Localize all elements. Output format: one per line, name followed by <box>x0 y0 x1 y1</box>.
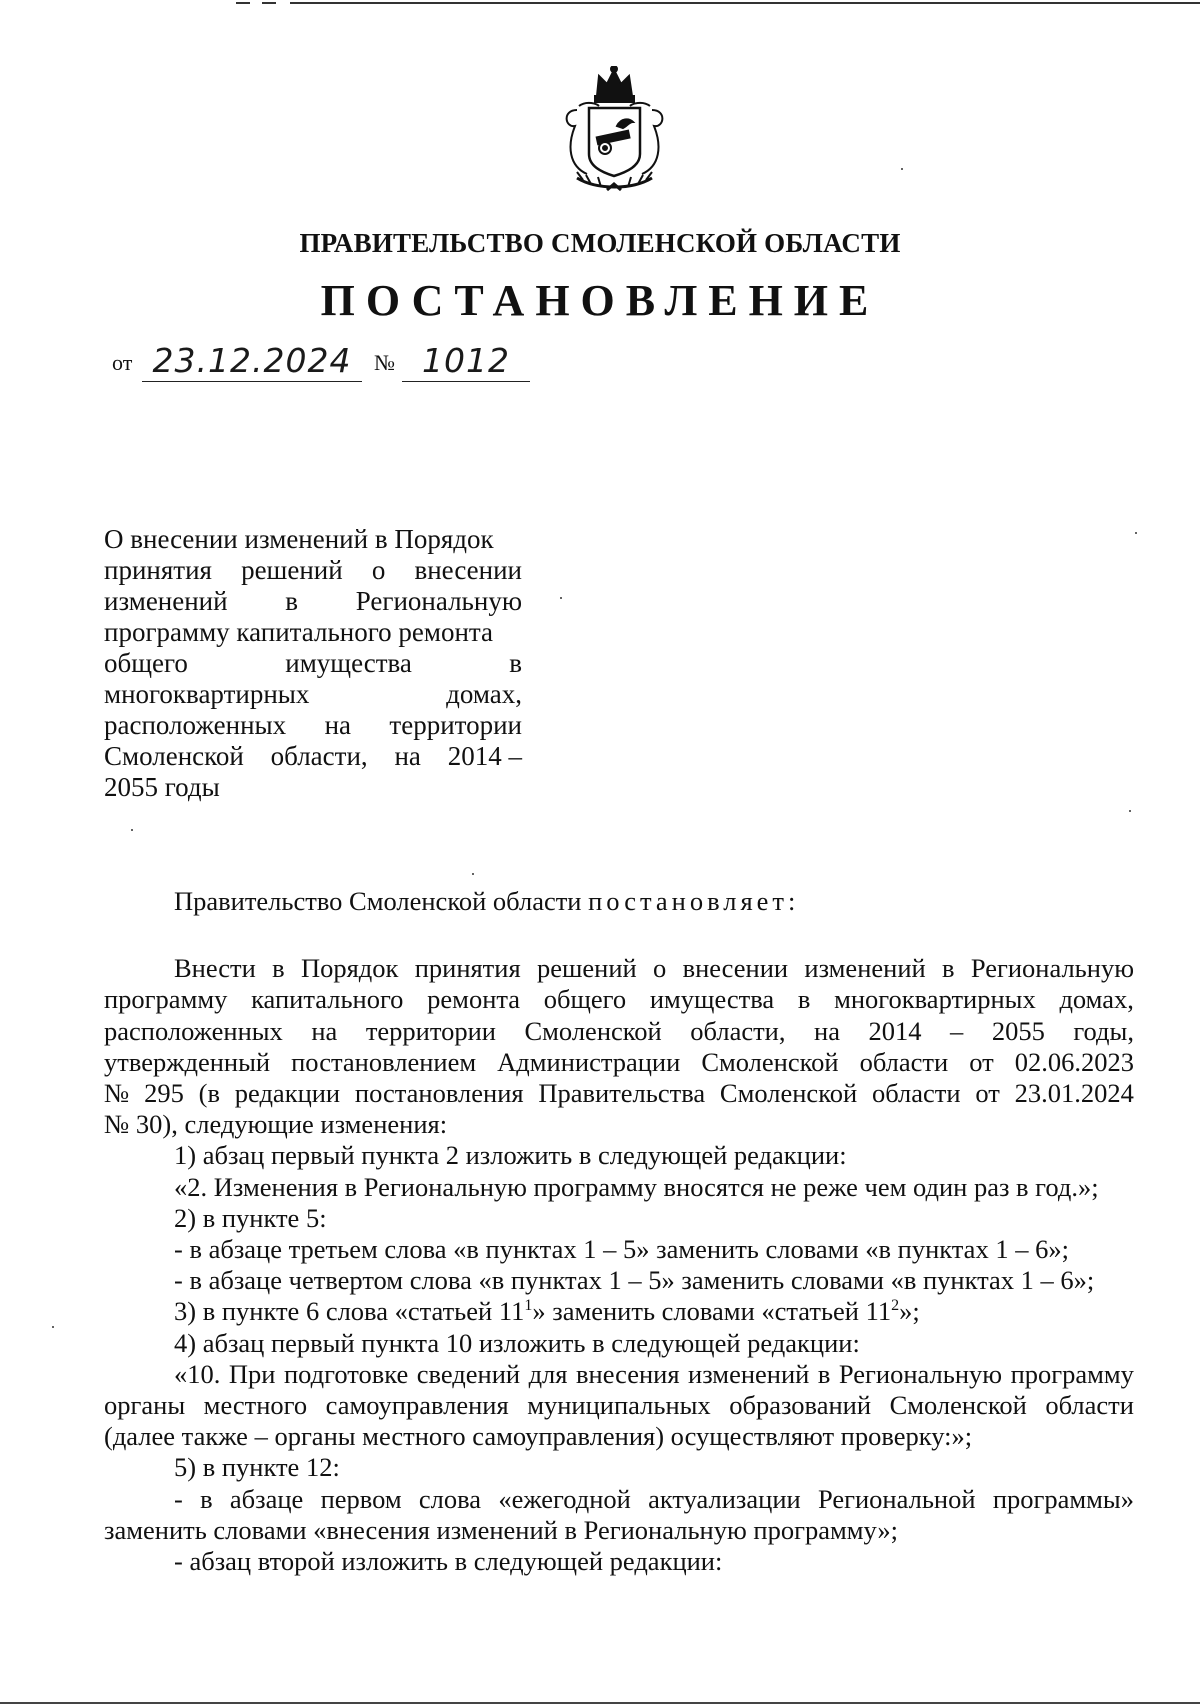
title-line <box>104 710 522 741</box>
word: области <box>859 1046 949 1077</box>
intro-paragraph <box>104 953 1134 1140</box>
title-line <box>104 648 522 679</box>
word: изменений <box>688 1358 810 1389</box>
word: в <box>272 953 285 984</box>
item-1: 1) абзац первый пункта 2 изложить в следующей редакции: <box>174 1140 847 1171</box>
word: При <box>228 1358 276 1389</box>
title-word: 2014 – <box>447 741 522 771</box>
word: Смоленской <box>524 1015 662 1046</box>
title-word: 2055 годы <box>104 772 220 802</box>
scan-speck <box>1135 532 1137 534</box>
date-handwritten: 23.12.2024 <box>142 341 362 382</box>
title-word: принятия <box>104 555 212 585</box>
word: имущества <box>649 984 775 1015</box>
title-word: домах, <box>446 679 522 709</box>
word: 02.06.2023 <box>1014 1046 1134 1077</box>
item-2: 2) в пункте 5: <box>174 1202 327 1233</box>
word: (в <box>198 1078 220 1109</box>
title-word: имущества <box>285 648 412 678</box>
word: в <box>817 1358 831 1389</box>
word: - <box>174 1483 183 1514</box>
word: принятия <box>414 953 521 984</box>
item-3: 3) в пункте 6 слова «статьей $11^1$» заменить словами «статьей $11^2$»; <box>174 1296 920 1327</box>
word: утвержденный <box>104 1046 271 1077</box>
word: Внести <box>174 953 256 984</box>
word: подготовке <box>283 1358 409 1389</box>
title-word: программу капитального ремонта <box>104 617 494 647</box>
title-word: на <box>394 741 421 771</box>
title-word: на <box>324 710 352 740</box>
item-2-b: - в абзаце четвертом слова «в пунктах 1 – 5» заменить словами «в пунктах 1 – 6»; <box>174 1265 1095 1296</box>
item-4: 4) абзац первый пункта 10 изложить в следующей редакции: <box>174 1327 860 1358</box>
word: абзаце <box>229 1483 304 1514</box>
word: внесении <box>682 953 789 984</box>
intro-line-6: № 30), следующие изменения: <box>104 1109 448 1140</box>
title-word: внесении <box>414 555 522 585</box>
word: программы» <box>992 1483 1134 1514</box>
organization-name: ПРАВИТЕЛЬСТВО СМОЛЕНСКОЙ ОБЛАСТИ <box>299 228 901 258</box>
item-4-line-1 <box>104 1359 1134 1390</box>
word: территории <box>365 1015 496 1046</box>
title-word: в <box>509 648 522 678</box>
word: внесения <box>576 1358 680 1389</box>
word: 2055 <box>991 1015 1045 1046</box>
word: постановления <box>354 1078 524 1109</box>
word: Правительства <box>538 1078 706 1109</box>
scan-edge-bottom <box>0 1699 1200 1707</box>
word: общего <box>543 984 627 1015</box>
word: 295 <box>144 1078 184 1109</box>
item-4-line-3: (далее также – органы местного самоуправления) осуществляют проверку:»; <box>104 1421 973 1452</box>
item-5-line-1 <box>104 1484 1134 1515</box>
scan-speck <box>52 1326 54 1328</box>
word: программу <box>104 984 228 1015</box>
word: домах, <box>1059 984 1134 1015</box>
word: Смоленской <box>719 1078 858 1109</box>
word: на <box>311 1015 338 1046</box>
scan-speck <box>560 597 562 599</box>
intro-line-5 <box>104 1078 1134 1109</box>
scan-speck <box>131 829 133 831</box>
preamble: Правительство Смоленской области постановляет: <box>174 886 800 916</box>
scan-edge-top <box>0 0 1200 6</box>
title-word: территории <box>389 710 522 740</box>
title-word: расположенных <box>104 710 287 740</box>
date-label: от <box>112 350 133 375</box>
word: «ежегодной <box>498 1483 631 1514</box>
title-word: многоквартирных <box>104 679 310 709</box>
title-word: в <box>285 586 299 616</box>
word: области, <box>690 1015 786 1046</box>
scan-speck <box>901 168 903 170</box>
word: Региональной <box>817 1483 976 1514</box>
title-line <box>104 524 522 555</box>
number-label: № <box>374 350 395 375</box>
title-line <box>104 617 522 648</box>
word: в <box>797 984 811 1015</box>
intro-line-3 <box>104 1016 1134 1047</box>
word: многоквартирных <box>834 984 1036 1015</box>
word: Порядок <box>300 953 399 984</box>
word: решений <box>536 953 637 984</box>
word: расположенных <box>104 1015 283 1046</box>
coat-of-arms-emblem <box>557 66 672 196</box>
word: постановлением <box>291 1046 477 1077</box>
word: актуализации <box>648 1483 801 1514</box>
word: сведений <box>416 1358 521 1389</box>
word: образований <box>729 1390 872 1421</box>
word: муниципальных <box>527 1390 711 1421</box>
title-word: изменений <box>104 586 228 616</box>
item-5-line-2: заменить словами «внесения изменений в Региональную программу»; <box>104 1514 899 1545</box>
word: ремонта <box>427 984 521 1015</box>
word: местного <box>203 1390 308 1421</box>
word: области <box>871 1078 961 1109</box>
word: Региональную <box>838 1358 1003 1389</box>
document-type: ПОСТАНОВЛЕНИЕ <box>320 276 880 325</box>
word: области <box>1045 1390 1134 1421</box>
word: Региональную <box>970 953 1134 984</box>
scan-speck <box>1129 810 1131 812</box>
word: в <box>942 953 955 984</box>
word: о <box>653 953 667 984</box>
title-line <box>104 679 522 710</box>
document-title <box>104 524 522 803</box>
word: капитального <box>251 984 404 1015</box>
title-word: области, <box>270 741 368 771</box>
word: № <box>104 1078 130 1109</box>
title-word: Смоленской <box>104 741 244 771</box>
title-word: О внесении изменений в Порядок <box>104 524 494 554</box>
word: 2014 <box>868 1015 922 1046</box>
preamble-spaced-verb: постановляет: <box>588 886 800 916</box>
item-4-line-2 <box>104 1390 1134 1421</box>
word: слова <box>418 1483 482 1514</box>
title-word: Региональную <box>355 586 522 616</box>
intro-line-1 <box>104 953 1134 984</box>
word: самоуправления <box>325 1390 509 1421</box>
word: от <box>975 1078 1000 1109</box>
word: Смоленской <box>889 1390 1027 1421</box>
title-word: о <box>371 555 386 585</box>
item-5: 5) в пункте 12: <box>174 1452 340 1483</box>
document-body <box>104 886 1134 1577</box>
item-2-a: - в абзаце третьем слова «в пунктах 1 – 5» заменить словами «в пунктах 1 – 6»; <box>174 1234 1069 1265</box>
word: органы <box>104 1390 186 1421</box>
word: Смоленской <box>701 1046 839 1077</box>
word: от <box>969 1046 994 1077</box>
word: Администрации <box>497 1046 681 1077</box>
title-line <box>104 586 522 617</box>
word: для <box>528 1358 568 1389</box>
word: «10. <box>174 1358 221 1389</box>
title-line <box>104 741 522 772</box>
scan-speck <box>472 873 474 875</box>
word: изменений <box>804 953 926 984</box>
title-line <box>104 772 522 803</box>
number-handwritten: 1012 <box>402 341 530 382</box>
title-word: решений <box>241 555 343 585</box>
word: первом <box>320 1483 402 1514</box>
title-line <box>104 555 522 586</box>
word: – <box>950 1015 964 1046</box>
item-5-last: - абзац второй изложить в следующей редакции: <box>174 1546 723 1577</box>
word: годы, <box>1073 1015 1134 1046</box>
word: 23.01.2024 <box>1014 1078 1134 1109</box>
word: программу <box>1010 1358 1134 1389</box>
intro-line-2 <box>104 984 1134 1015</box>
date-number-line <box>112 338 532 382</box>
word: редакции <box>234 1078 341 1109</box>
item-1-text: «2. Изменения в Региональную программу вносятся не реже чем один раз в год.»; <box>174 1171 1099 1202</box>
intro-line-4 <box>104 1047 1134 1078</box>
title-word: общего <box>104 648 188 678</box>
word: в <box>200 1483 213 1514</box>
word: на <box>814 1015 840 1046</box>
